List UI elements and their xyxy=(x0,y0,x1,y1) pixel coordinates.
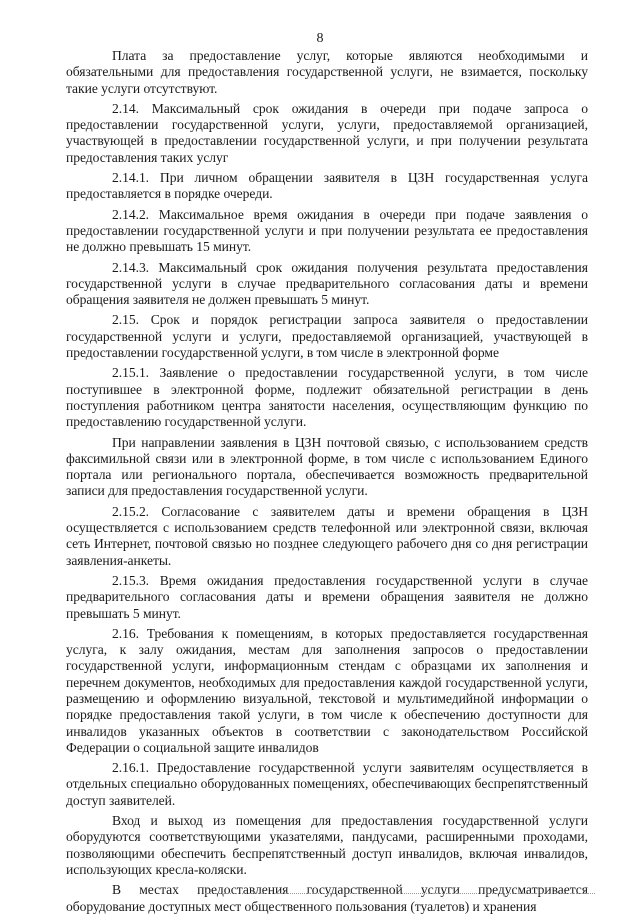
paragraph-2-14-2: 2.14.2. Максимальное время ожидания в очереди при подаче заявления о предоставлении государственной услуги и при получении результата ее предоставления не должно превышать 15 минут. xyxy=(66,206,588,255)
paragraph-2-14-heading: 2.14. Максимальный срок ожидания в очереди при подаче запроса о предоставлении государственной услуги, услуги, предоставляемой организацией, участвующей в предоставлении государственной услуги, и при получении результата предоставления таких услуг xyxy=(66,100,588,165)
paragraph-2-15-1: 2.15.1. Заявление о предоставлении государственной услуги, в том числе поступившее в электронной форме, подлежит обязательной регистрации в день поступления работником центра занятости населения, осуществляющим функцию по предоставлению государственной услуги. xyxy=(66,365,588,430)
paragraph-mail-submission: При направлении заявления в ЦЗН почтовой связью, с использованием средств факсимильной связи или в электронной форме, в том числе с использованием Единого портала или регионального портала, обеспечивается возможность предварительной записи для предоставления государственной услуги. xyxy=(66,434,588,499)
page-number: 8 xyxy=(316,31,324,46)
paragraph-2-15-3: 2.15.3. Время ожидания предоставления государственной услуги в случае предварительного согласования даты и времени обращения заявителя не должно превышать 5 минут. xyxy=(66,572,588,621)
paragraph-2-15-2: 2.15.2. Согласование с заявителем даты и времени обращения в ЦЗН осуществляется с использованием средств телефонной или электронной связи, включая сеть Интернет, почтовой связью но позднее следующего рабочего дня со дня регистрации заявления-анкеты. xyxy=(66,503,588,568)
paragraph-2-16-1: 2.16.1. Предоставление государственной услуги заявителям осуществляется в отдельных специально оборудованных помещениях, обеспечивающих беспрепятственный доступ заявителей. xyxy=(66,760,588,808)
paragraph-2-16-heading: 2.16. Требования к помещениям, в которых предоставляется государственная услуга, к залу ожидания, местам для заполнения запросов о предоставлении государственной услуги, информационным стендам с образцами их заполнения и перечнем документов, необходимых для предоставления каждой государственной услуги, размещению и оформлению визуальной, текстовой и мультимедийной информации о порядке предоставления такой услуги, в том числе к обеспечению доступности для инвалидов указанных объектов в соответствии с законодательством Российской Федерации о социальной защите инвалидов xyxy=(66,625,588,755)
paragraph-2-14-1: 2.14.1. При личном обращении заявителя в ЦЗН государственная услуга предоставляется в порядке очереди. xyxy=(66,170,588,202)
footer-rule xyxy=(205,893,595,894)
paragraph-2-15-heading: 2.15. Срок и порядок регистрации запроса заявителя о предоставлении государственной услуги и услуги, предоставляемой организацией, участвующей в предоставлении государственной услуги, в том числе в электронной форме xyxy=(66,312,588,361)
paragraph-public-facilities: В местах предоставления государственной услуги предусматривается оборудование доступных мест общественного пользования (туалетов) и хранения xyxy=(66,882,588,914)
paragraph-fee-info: Плата за предоставление услуг, которые являются необходимыми и обязательными для предоставления государственной услуги, не взимается, поскольку такие услуги отсутствуют. xyxy=(66,48,588,96)
paragraph-entrance-exit: Вход и выход из помещения для предоставления государственной услуги оборудуются соответствующими указателями, пандусами, расширенными проходами, позволяющими обеспечить беспрепятственный доступ инвалидов, включая инвалидов, использующих кресла-коляски. xyxy=(66,813,588,877)
document-body xyxy=(66,48,588,915)
paragraph-2-14-3: 2.14.3. Максимальный срок ожидания получения результата предоставления государственной услуги в случае предварительного согласования даты и времени обращения заявителя не должен превышать 5 минут. xyxy=(66,259,588,308)
